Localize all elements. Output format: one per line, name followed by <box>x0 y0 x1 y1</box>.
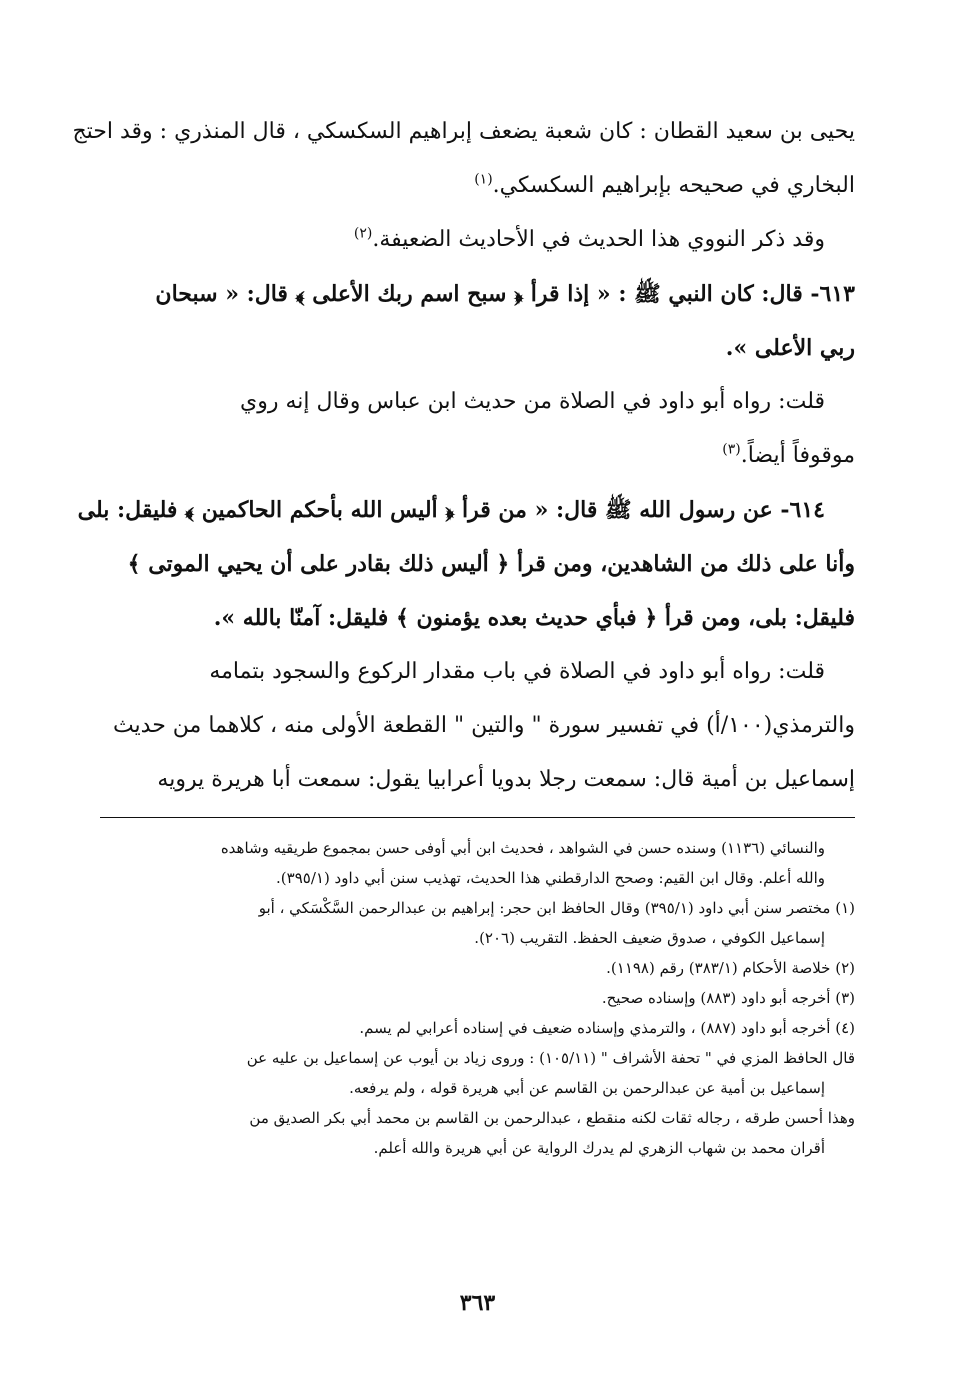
text-line: قلت: رواه أبو داود في الصلاة في باب مقدار الركوع والسجود بتمامه <box>209 659 825 684</box>
footnote-1: (١) مختصر سنن أبي داود (٣٩٥/١) وقال الحافظ ابن حجر: إبراهيم بن عبدالرحمن السَّكْسَكي ، أبو <box>258 899 855 917</box>
text-line: البخاري في صحيحه بإبراهيم السكسكي.$^{(١)}$ <box>474 171 855 198</box>
hadith-613-cont: ربي الأعلى ». <box>725 335 855 361</box>
text-line: وقد ذكر النووي هذا الحديث في الأحاديث الضعيفة.$^{(٢)}$ <box>353 225 825 252</box>
footnote-line: وهذا أحسن طرقه ، رجاله ثقات لكنه منقطع ، عبدالرحمن بن القاسم بن محمد أبي بكر الصديق من <box>249 1109 855 1127</box>
text-line: والترمذي(١٠٠/أ) في تفسير سورة " والتين " القطعة الأولى منه ، كلاهما من حديث <box>112 713 855 738</box>
footnote-divider <box>100 817 855 818</box>
hadith-614-cont: فليقل: بلى، ومن قرأ ﴿ فبأي حديث بعده يؤمنون ﴾ فليقل: آمنّا بالله ». <box>213 605 855 631</box>
hadith-613: ٦١٣- قال: كان النبي ﷺ : « إذا قرأ ﴿ سبح اسم ربك الأعلى ﴾ قال: « سبحان <box>155 281 855 307</box>
footnote-2: (٢) خلاصة الأحكام (٣٨٣/١) رقم (١١٩٨). <box>606 959 855 977</box>
footnote-line: والله أعلم. وقال ابن القيم: وصحح الدارقطني هذا الحديث، تهذيب سنن أبي داود (٣٩٥/١). <box>276 869 825 887</box>
text-line: موقوفاً أيضاً.$^{(٣)}$ <box>722 441 855 468</box>
footnote-line: أقران محمد بن شهاب الزهري لم يدرك الرواية عن أبي هريرة والله أعلم. <box>373 1139 825 1157</box>
footnote-ref: (١) <box>474 171 493 188</box>
footnote-line: إسماعيل الكوفي ، صدوق ضعيف الحفظ. التقريب (٢٠٦). <box>474 929 825 947</box>
footnotes <box>100 833 855 1163</box>
page-number: ٣٦٣ <box>459 1290 496 1316</box>
footnote-ref: (٢) <box>353 225 373 242</box>
text-line: قلت: رواه أبو داود في الصلاة من حديث ابن عباس وقال إنه روي <box>240 389 825 414</box>
footnote-4: (٤) أخرجه أبو داود (٨٨٧) ، والترمذي وإسناده ضعيف في إسناده أعرابي لم يسم. <box>359 1019 855 1037</box>
main-text <box>72 105 855 807</box>
footnote-line: قال الحافظ المزي في " تحفة الأشراف " (١٠٥/١١) : وروى زياد بن أيوب عن إسماعيل بن عليه عن <box>246 1049 855 1067</box>
hadith-614: ٦١٤- عن رسول الله ﷺ قال: « من قرأ ﴿ أليس الله بأحكم الحاكمين ﴾ فليقل: بلى <box>77 497 825 523</box>
footnote-3: (٣) أخرجه أبو داود (٨٨٣) وإسناده صحيح. <box>601 989 855 1007</box>
footnote-ref: (٣) <box>722 441 741 458</box>
hadith-614-cont: وأنا على ذلك من الشاهدين، ومن قرأ ﴿ أليس ذلك بقادر على أن يحيي الموتى ﴾ <box>127 551 855 577</box>
footnote-line: إسماعيل بن أمية عن عبدالرحمن بن القاسم عن أبي هريرة قوله ، ولم يرفعه. <box>349 1079 825 1097</box>
footnote-line: والنسائي (١١٣٦) وسنده حسن في الشواهد ، فحديث ابن أبي أوفى حسن بمجموع طريقيه وشاهده <box>220 839 825 857</box>
text-line: يحيى بن سعيد القطان : كان شعبة يضعف إبراهيم السكسكي ، قال المنذري : وقد احتج <box>72 119 855 144</box>
text-line: إسماعيل بن أمية قال: سمعت رجلا بدويا أعرابيا يقول: سمعت أبا هريرة يرويه <box>157 767 855 792</box>
